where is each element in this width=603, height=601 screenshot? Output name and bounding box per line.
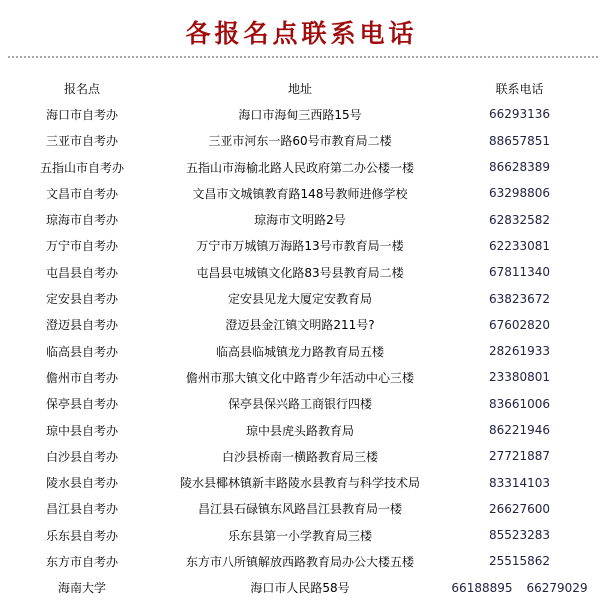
- table-row: [0, 575, 603, 601]
- table-row: [0, 338, 603, 364]
- cell-name: 万宁市自考办: [45, 239, 118, 254]
- cell-address: 三亚市河东一路60号市教育局二楼: [208, 134, 392, 149]
- cell-address: 屯昌县屯城镇文化路83号县教育局二楼: [196, 265, 404, 280]
- cell-phone: 62832582: [488, 212, 551, 227]
- header-phone: 联系电话: [495, 81, 544, 96]
- table-row: [0, 312, 603, 338]
- cell-address: 海口市海甸三西路15号: [238, 107, 362, 122]
- cell-name: 乐东县自考办: [45, 528, 118, 543]
- cell-name: 东方市自考办: [45, 554, 118, 569]
- cell-name: 保亭县自考办: [45, 397, 118, 412]
- cell-address: 定安县见龙大厦定安教育局: [227, 292, 372, 307]
- table-row: [0, 180, 603, 206]
- table-row: [0, 128, 603, 154]
- cell-address: 澄迈县金江镇文明路211号?: [225, 318, 375, 333]
- cell-name: 海南大学: [57, 581, 106, 596]
- cell-address: 文昌市文城镇教育路148号教师进修学校: [192, 186, 408, 201]
- cell-name: 三亚市自考办: [45, 134, 118, 149]
- cell-phone: 63298806: [488, 186, 551, 201]
- cell-name: 屯昌县自考办: [45, 265, 118, 280]
- cell-address: 临高县临城镇龙力路教育局五楼: [215, 344, 384, 359]
- cell-phone: 86628389: [488, 160, 551, 175]
- cell-phone: 26627600: [488, 501, 551, 516]
- cell-name: 琼中县自考办: [45, 423, 118, 438]
- table-row: [0, 206, 603, 232]
- table-row: [0, 443, 603, 469]
- cell-phone: 25515862: [488, 554, 551, 569]
- cell-address: 五指山市海榆北路人民政府第二办公楼一楼: [185, 160, 414, 175]
- cell-address: 儋州市那大镇文化中路青少年活动中心三楼: [185, 370, 414, 385]
- cell-address: 海口市人民路58号: [250, 581, 350, 596]
- table-row: [0, 391, 603, 417]
- table-row: [0, 154, 603, 180]
- cell-address: 乐东县第一小学教育局三楼: [227, 528, 372, 543]
- cell-phone: [436, 575, 603, 601]
- header-name: 报名点: [63, 81, 100, 96]
- cell-name: 白沙县自考办: [45, 449, 118, 464]
- cell-address: 陵水县椰林镇新丰路陵水县教育与科学技术局: [179, 476, 420, 491]
- phone-primary: 66188895: [451, 580, 513, 595]
- cell-address: 昌江县石碌镇东风路昌江县教育局一楼: [197, 502, 402, 517]
- cell-phone: 67811340: [488, 265, 551, 280]
- dotted-divider: [8, 56, 598, 58]
- cell-name: 文昌市自考办: [45, 186, 118, 201]
- cell-phone: 88657851: [488, 133, 551, 148]
- cell-name: 澄迈县自考办: [45, 318, 118, 333]
- table-row: [0, 469, 603, 495]
- cell-phone: 63823672: [488, 291, 551, 306]
- cell-address: 万宁市万城镇万海路13号市教育局一楼: [196, 239, 404, 254]
- table-row: [0, 548, 603, 574]
- cell-phone: 27721887: [488, 449, 551, 464]
- cell-phone: 62233081: [488, 238, 551, 253]
- cell-phone: 83314103: [488, 475, 551, 490]
- table-row: [0, 285, 603, 311]
- cell-phone: 83661006: [488, 396, 551, 411]
- table-header-row: [0, 75, 603, 101]
- cell-address: 东方市八所镇解放西路教育局办公大楼五楼: [185, 554, 414, 569]
- cell-phone: 23380801: [488, 370, 551, 385]
- cell-name: 昌江县自考办: [45, 502, 118, 517]
- title-container: [0, 18, 603, 50]
- table-row: [0, 101, 603, 127]
- cell-name: 琼海市自考办: [45, 213, 118, 228]
- cell-address: 琼海市文明路2号: [254, 213, 346, 228]
- cell-name: 五指山市自考办: [39, 160, 124, 175]
- cell-phone: 86221946: [488, 423, 551, 437]
- cell-phone: 66293136: [488, 107, 551, 122]
- cell-address: 白沙县桥南一横路教育局三楼: [221, 449, 378, 464]
- cell-name: 海口市自考办: [45, 107, 118, 122]
- cell-address: 保亭县保兴路工商银行四楼: [227, 397, 372, 412]
- cell-name: 定安县自考办: [45, 292, 118, 307]
- cell-name: 陵水县自考办: [45, 476, 118, 491]
- cell-name: 临高县自考办: [45, 344, 118, 359]
- cell-phone: 28261933: [488, 344, 551, 359]
- table-row: [0, 522, 603, 548]
- contacts-table: [0, 75, 603, 601]
- page-title: 各报名点联系电话: [185, 19, 418, 48]
- table-row: [0, 417, 603, 443]
- header-address: 地址: [287, 81, 312, 96]
- cell-name: 儋州市自考办: [45, 370, 118, 385]
- cell-address: 琼中县虎头路教育局: [245, 423, 354, 438]
- table-row: [0, 364, 603, 390]
- phone-secondary: 66279029: [526, 580, 588, 595]
- table-row: [0, 233, 603, 259]
- table-row: [0, 496, 603, 522]
- table-row: [0, 259, 603, 285]
- cell-phone: 85523283: [488, 528, 551, 543]
- cell-phone: 67602820: [488, 317, 551, 332]
